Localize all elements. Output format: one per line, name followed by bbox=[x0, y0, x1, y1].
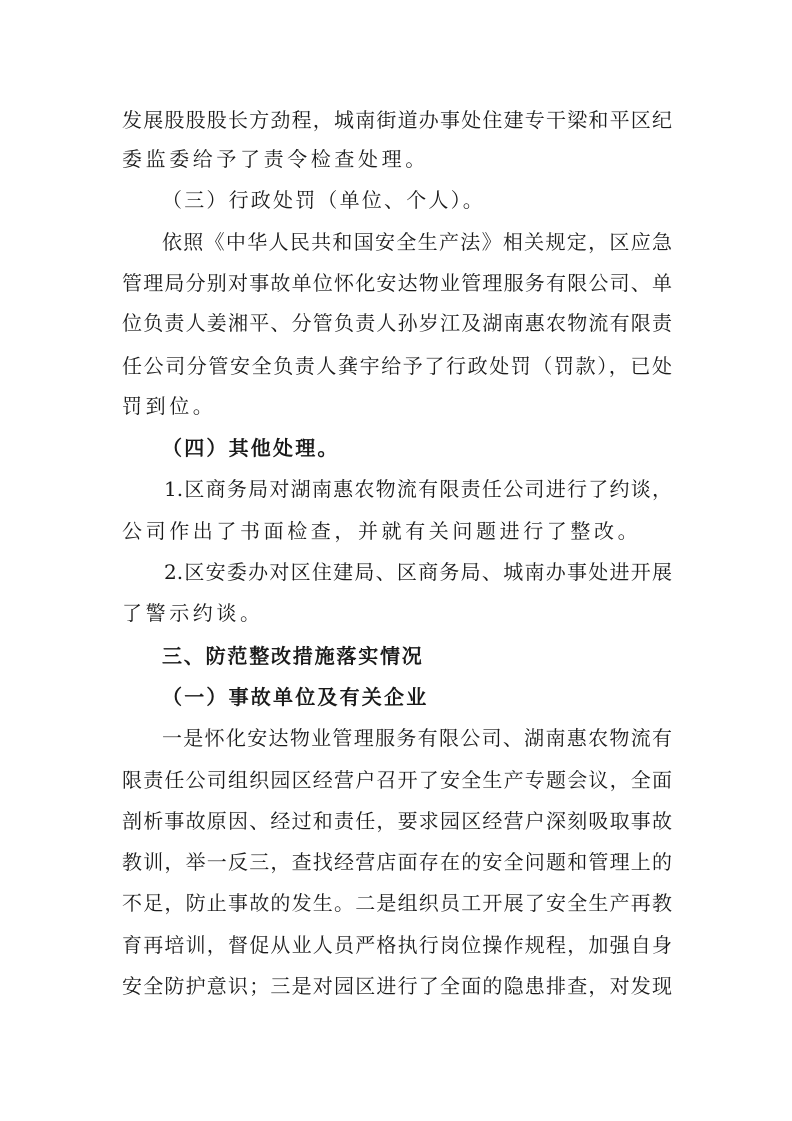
paragraph-line: 罚到位。 bbox=[122, 394, 217, 418]
paragraph-line: 1.区商务局对湖南惠农物流有限责任公司进行了约谈， bbox=[164, 477, 672, 501]
paragraph-line: 教训，举一反三，查找经营店面存在的安全问题和管理上的 bbox=[122, 850, 672, 874]
paragraph-line: 位负责人姜湘平、分管负责人孙岁江及湖南惠农物流有限责 bbox=[122, 311, 672, 335]
paragraph-line: 了警示约谈。 bbox=[122, 601, 264, 625]
paragraph-line: 公司作出了书面检查，并就有关问题进行了整改。 bbox=[122, 519, 642, 543]
paragraph-line: 任公司分管安全负责人龚宇给予了行政处罚（罚款），已处 bbox=[122, 354, 672, 378]
section-heading-admin-penalty: （三）行政处罚（单位、个人）。 bbox=[162, 188, 485, 212]
paragraph-line: 发展股股股长方劲程，城南街道办事处住建专干梁和平区纪 bbox=[122, 108, 672, 132]
paragraph-line: 依照《中华人民共和国安全生产法》相关规定，区应急 bbox=[162, 230, 672, 254]
subsection-heading-accident-units: （一）事故单位及有关企业 bbox=[162, 685, 429, 709]
paragraph-line: 一是怀化安达物业管理服务有限公司、湖南惠农物流有 bbox=[162, 726, 672, 750]
paragraph-line: 2.区安委办对区住建局、区商务局、城南办事处进开展 bbox=[164, 560, 672, 584]
section-heading-prevention-measures: 三、防范整改措施落实情况 bbox=[162, 644, 424, 668]
paragraph-line: 限责任公司组织园区经营户召开了安全生产专题会议，全面 bbox=[122, 768, 672, 792]
paragraph-line: 育再培训，督促从业人员严格执行岗位操作规程，加强自身 bbox=[122, 933, 672, 957]
paragraph-line: 委监委给予了责令检查处理。 bbox=[122, 147, 429, 171]
paragraph-line: 剖析事故原因、经过和责任，要求园区经营户深刻吸取事故 bbox=[122, 809, 672, 833]
paragraph-line: 安全防护意识；三是对园区进行了全面的隐患排查，对发现 bbox=[122, 974, 672, 998]
paragraph-line: 不足，防止事故的发生。二是组织员工开展了安全生产再教 bbox=[122, 891, 672, 915]
section-heading-other-handling: （四）其他处理。 bbox=[162, 436, 340, 460]
paragraph-line: 管理局分别对事故单位怀化安达物业管理服务有限公司、单 bbox=[122, 271, 672, 295]
